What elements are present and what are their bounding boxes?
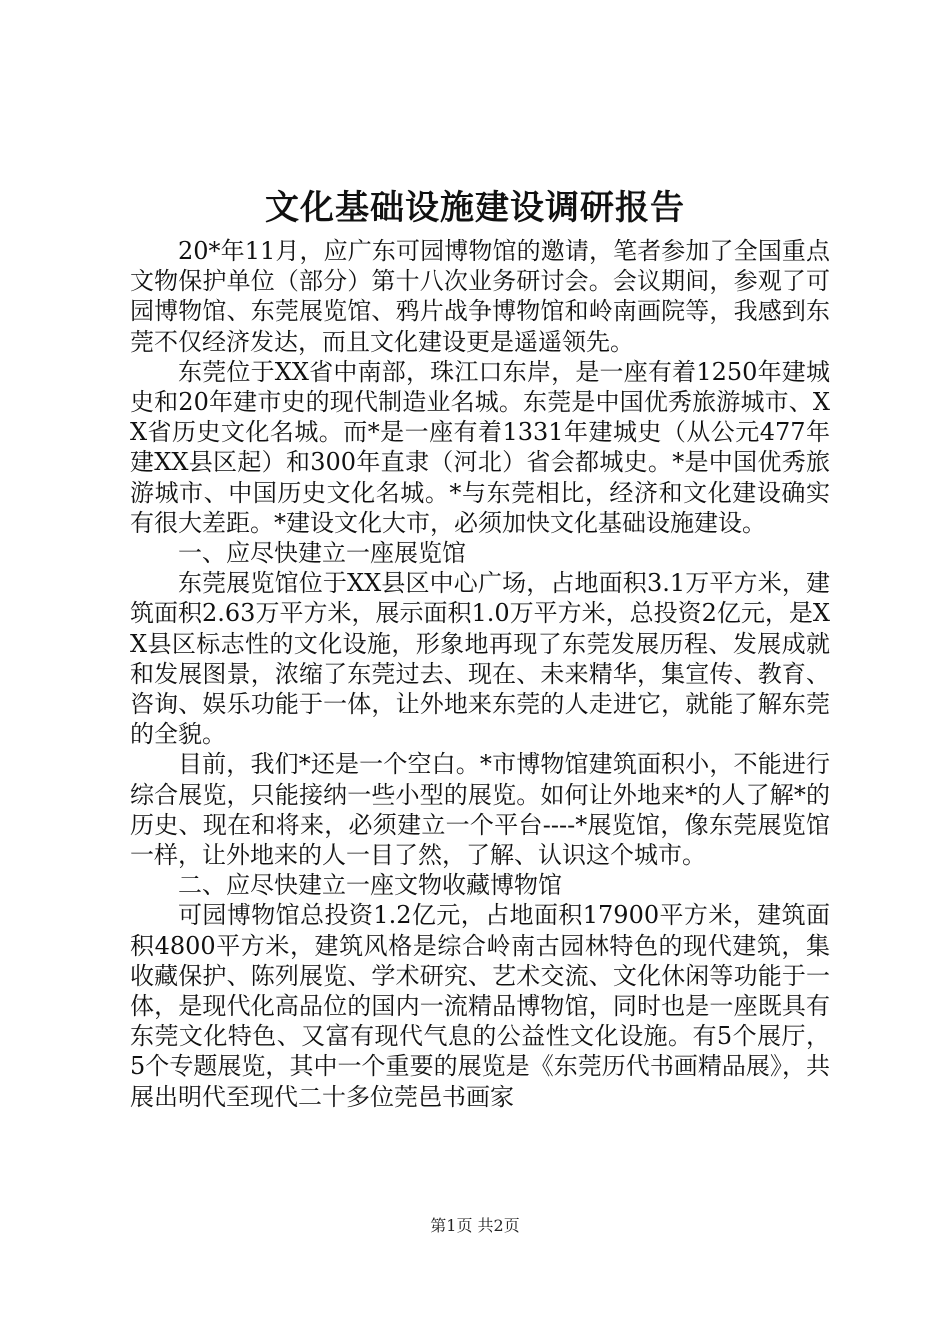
paragraph-intro: 20*年11月，应广东可园博物馆的邀请，笔者参加了全国重点文物保护单位（部分）第十八次业务研讨会。会议期间，参观了可园博物馆、东莞展览馆、鸦片战争博物馆和岭南画院等，我感到东莞不仅经济发达，而且文化建设更是遥遥领先。 (130, 237, 830, 356)
paragraph-current-status: 目前，我们*还是一个空白。*市博物馆建筑面积小，不能进行综合展览，只能接纳一些小型的展览。如何让外地来*的人了解*的历史、现在和将来，必须建立一个平台----*展览馆，像东莞展览馆一样，让外地来的人一目了然，了解、认识这个城市。 (130, 750, 830, 870)
document-title: 文化基础设施建设调研报告 (265, 188, 685, 228)
document-body (130, 236, 830, 1112)
section-heading-exhibition-hall: 一、应尽快建立一座展览馆 (178, 539, 466, 568)
section-heading-museum: 二、应尽快建立一座文物收藏博物馆 (178, 871, 562, 900)
paragraph-keyuan-museum: 可园博物馆总投资1.2亿元，占地面积17900平方米，建筑面积4800平方米，建筑风格是综合岭南古园林特色的现代建筑，集收藏保护、陈列展览、学术研究、艺术交流、文化休闲等功能于一体，是现代化高品位的国内一流精品博物馆，同时也是一座既具有东莞文化特色、又富有现代气息的公益性文化设施。有5个展厅，5个专题展览，其中一个重要的展览是《东莞历代书画精品展》，共展出明代至现代二十多位莞邑书画家 (130, 901, 830, 1111)
paragraph-dongguan-overview: 东莞位于XX省中南部，珠江口东岸，是一座有着1250年建城史和20年建市史的现代制造业名城。东莞是中国优秀旅游城市、XX省历史文化名城。而*是一座有着1331年建城史（从公元477年建XX县区起）和300年直隶（河北）省会都城史。*是中国优秀旅游城市、中国历史文化名城。*与东莞相比，经济和文化建设确实有很大差距。*建设文化大市，必须加快文化基础设施建设。 (130, 357, 830, 537)
paragraph-exhibition-hall: 东莞展览馆位于XX县区中心广场，占地面积3.1万平方米，建筑面积2.63万平方米，展示面积1.0万平方米，总投资2亿元，是XX县区标志性的文化设施，形象地再现了东莞发展历程、发展成就和发展图景，浓缩了东莞过去、现在、未来精华，集宣传、教育、咨询、娱乐功能于一体，让外地来东莞的人走进它，就能了解东莞的全貌。 (130, 569, 830, 749)
page-footer: 第1页 共2页 (430, 1216, 520, 1235)
